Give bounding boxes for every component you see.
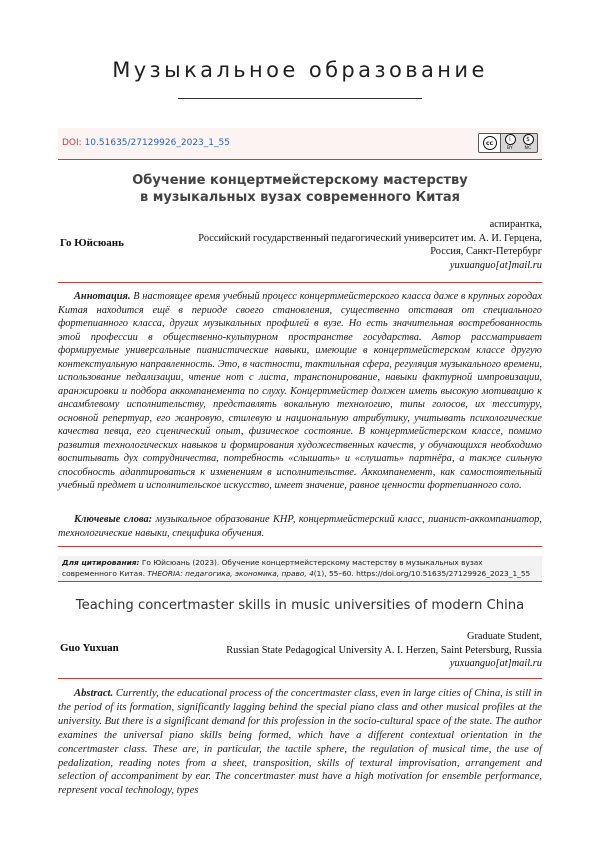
affiliation-ru — [198, 218, 542, 272]
citation-journal: THEORIA: педагогика, экономика, право, — [147, 568, 307, 578]
author-email-en[interactable]: yuxuanguo[at]mail.ru — [449, 658, 542, 670]
title-divider — [178, 98, 422, 99]
author-name-ru: Го Юйсюань — [60, 237, 124, 249]
keywords-ru-text — [58, 513, 542, 540]
cc-icon: cc — [479, 133, 501, 153]
affiliation-en — [226, 630, 542, 671]
abstract-ru-label: Аннотация. — [74, 291, 131, 302]
citation-body: Го Юйсюань (2023). Обучение концертмейстерскому мастерству в музыкальных вузах современного Китая. — [62, 558, 483, 578]
abstract-en — [58, 678, 542, 798]
article-title-ru-line1: Обучение концертмейстерскому мастерству — [132, 173, 468, 188]
doi-bar — [58, 128, 542, 160]
nc-label: NC — [524, 146, 532, 151]
affiliation-en-line2: Russian State Pedagogical University A. I. Herzen, Saint Petersburg, Russia — [226, 644, 542, 656]
keywords-ru-label: Ключевые слова: — [74, 514, 153, 525]
affiliation-ru-line2: Российский государственный педагогический университет им. А. И. Герцена, — [198, 232, 542, 244]
abstract-ru — [58, 282, 542, 493]
abstract-ru-text — [58, 283, 542, 493]
article-title-en: Teaching concertmaster skills in music universities of modern China — [75, 598, 525, 613]
abstract-en-label: Abstract. — [74, 688, 114, 699]
article-title-ru-line2: в музыкальных вузах современного Китая — [139, 190, 461, 205]
abstract-en-body: Currently, the educational process of the concertmaster class, even in large cities of China, is still in the period of its formation, significantly lagging behind the special piano class and other musical profiles at the university. But there is a significant demand for this profession in the socio-cultural space of the state. The author examines the universal piano skills being formed, which have a different contextual orientation in the concertmaster class. These are, in particular, the tactile sphere, the regulation of musical time, the use of pedalization, reading notes from a sheet, transposition, skills of textural improvisation, arrangement and selection of accompaniment by ear. The concertmaster must have a high motivation for ensemble performance, represent vocal technology, types — [58, 688, 542, 797]
author-name-en: Guo Yuxuan — [60, 642, 119, 654]
doi-prefix: DOI: — [62, 138, 82, 148]
affiliation-ru-line1: аспирантка, — [489, 219, 542, 230]
abstract-ru-body: В настоящее время учебный процесс концертмейстерского класса даже в крупных городах Китая находится ещё в периоде своего становления, существенно отставая от специального фортепианного класса, других музыкальных профилей в вузе. Но есть значительная востребованность этой профессии в общественно-культурном пространстве государства. Автор рассматривает формируемые универсальные пианистические навыки, имеющие в концертмейстерском классе другую контекстуальную направленность. Это, в частности, тактильная сфера, регуляция музыкального времени, использование педализации, чтение нот с листа, транспонирование, навыки фактурной импровизации, аранжировки и подбора аккомпанемента по слуху. Концертмейстер должен иметь высокую мотивацию к ансамблевому исполнительству, представлять вокальную технологию, типы голосов, их тесситуру, основной репертуар, его жанровую, стилевую и национальную атрибутику, учитывать психологические качества певца, его сценический опыт, физическое состояние. В концертмейстерском классе, помимо развития технологических навыков и формирования художественных качеств, у обучающихся необходимо воспитывать дух сотрудничества, потребность «слышать» и «слушать» партнёра, а также сильную способность адаптироваться к изменениям в исполнительстве. Аккомпанемент, как самостоятельный учебный предмет и исполнительское искусство, имеет значение, равное ценности фортепианного соло. — [58, 291, 542, 491]
citation-text — [62, 558, 538, 579]
citation-volume: 4 — [309, 568, 314, 578]
doi-line — [62, 138, 230, 148]
affiliation-ru-line3: Россия, Санкт-Петербург — [430, 246, 542, 258]
by-icon: i BY — [501, 133, 519, 153]
journal-title: Музыкальное образование — [112, 58, 488, 82]
doi-link[interactable]: 10.51635/27129926_2023_1_55 — [84, 138, 230, 148]
nc-icon: $ NC — [519, 133, 537, 153]
article-title-ru — [100, 172, 500, 206]
citation-label: Для цитирования: — [62, 558, 140, 567]
keywords-divider — [58, 546, 542, 547]
cc-by-nc-icon[interactable] — [478, 133, 538, 153]
keywords-ru — [58, 513, 542, 540]
affiliation-en-line1: Graduate Student, — [466, 631, 542, 642]
abstract-en-text — [58, 679, 542, 798]
citation-box — [58, 556, 542, 582]
citation-tail[interactable]: (1), 55–60. https://doi.org/10.51635/27129926_2023_1_55 — [313, 568, 531, 578]
by-label: BY — [507, 146, 513, 151]
keywords-ru-body: музыкальное образование КНР, концертмейстерский класс, пианист-аккомпаниатор, технологические навыки, специфика обучения. — [58, 514, 542, 539]
author-email-ru[interactable]: yuxuanguo[at]mail.ru — [449, 259, 542, 271]
